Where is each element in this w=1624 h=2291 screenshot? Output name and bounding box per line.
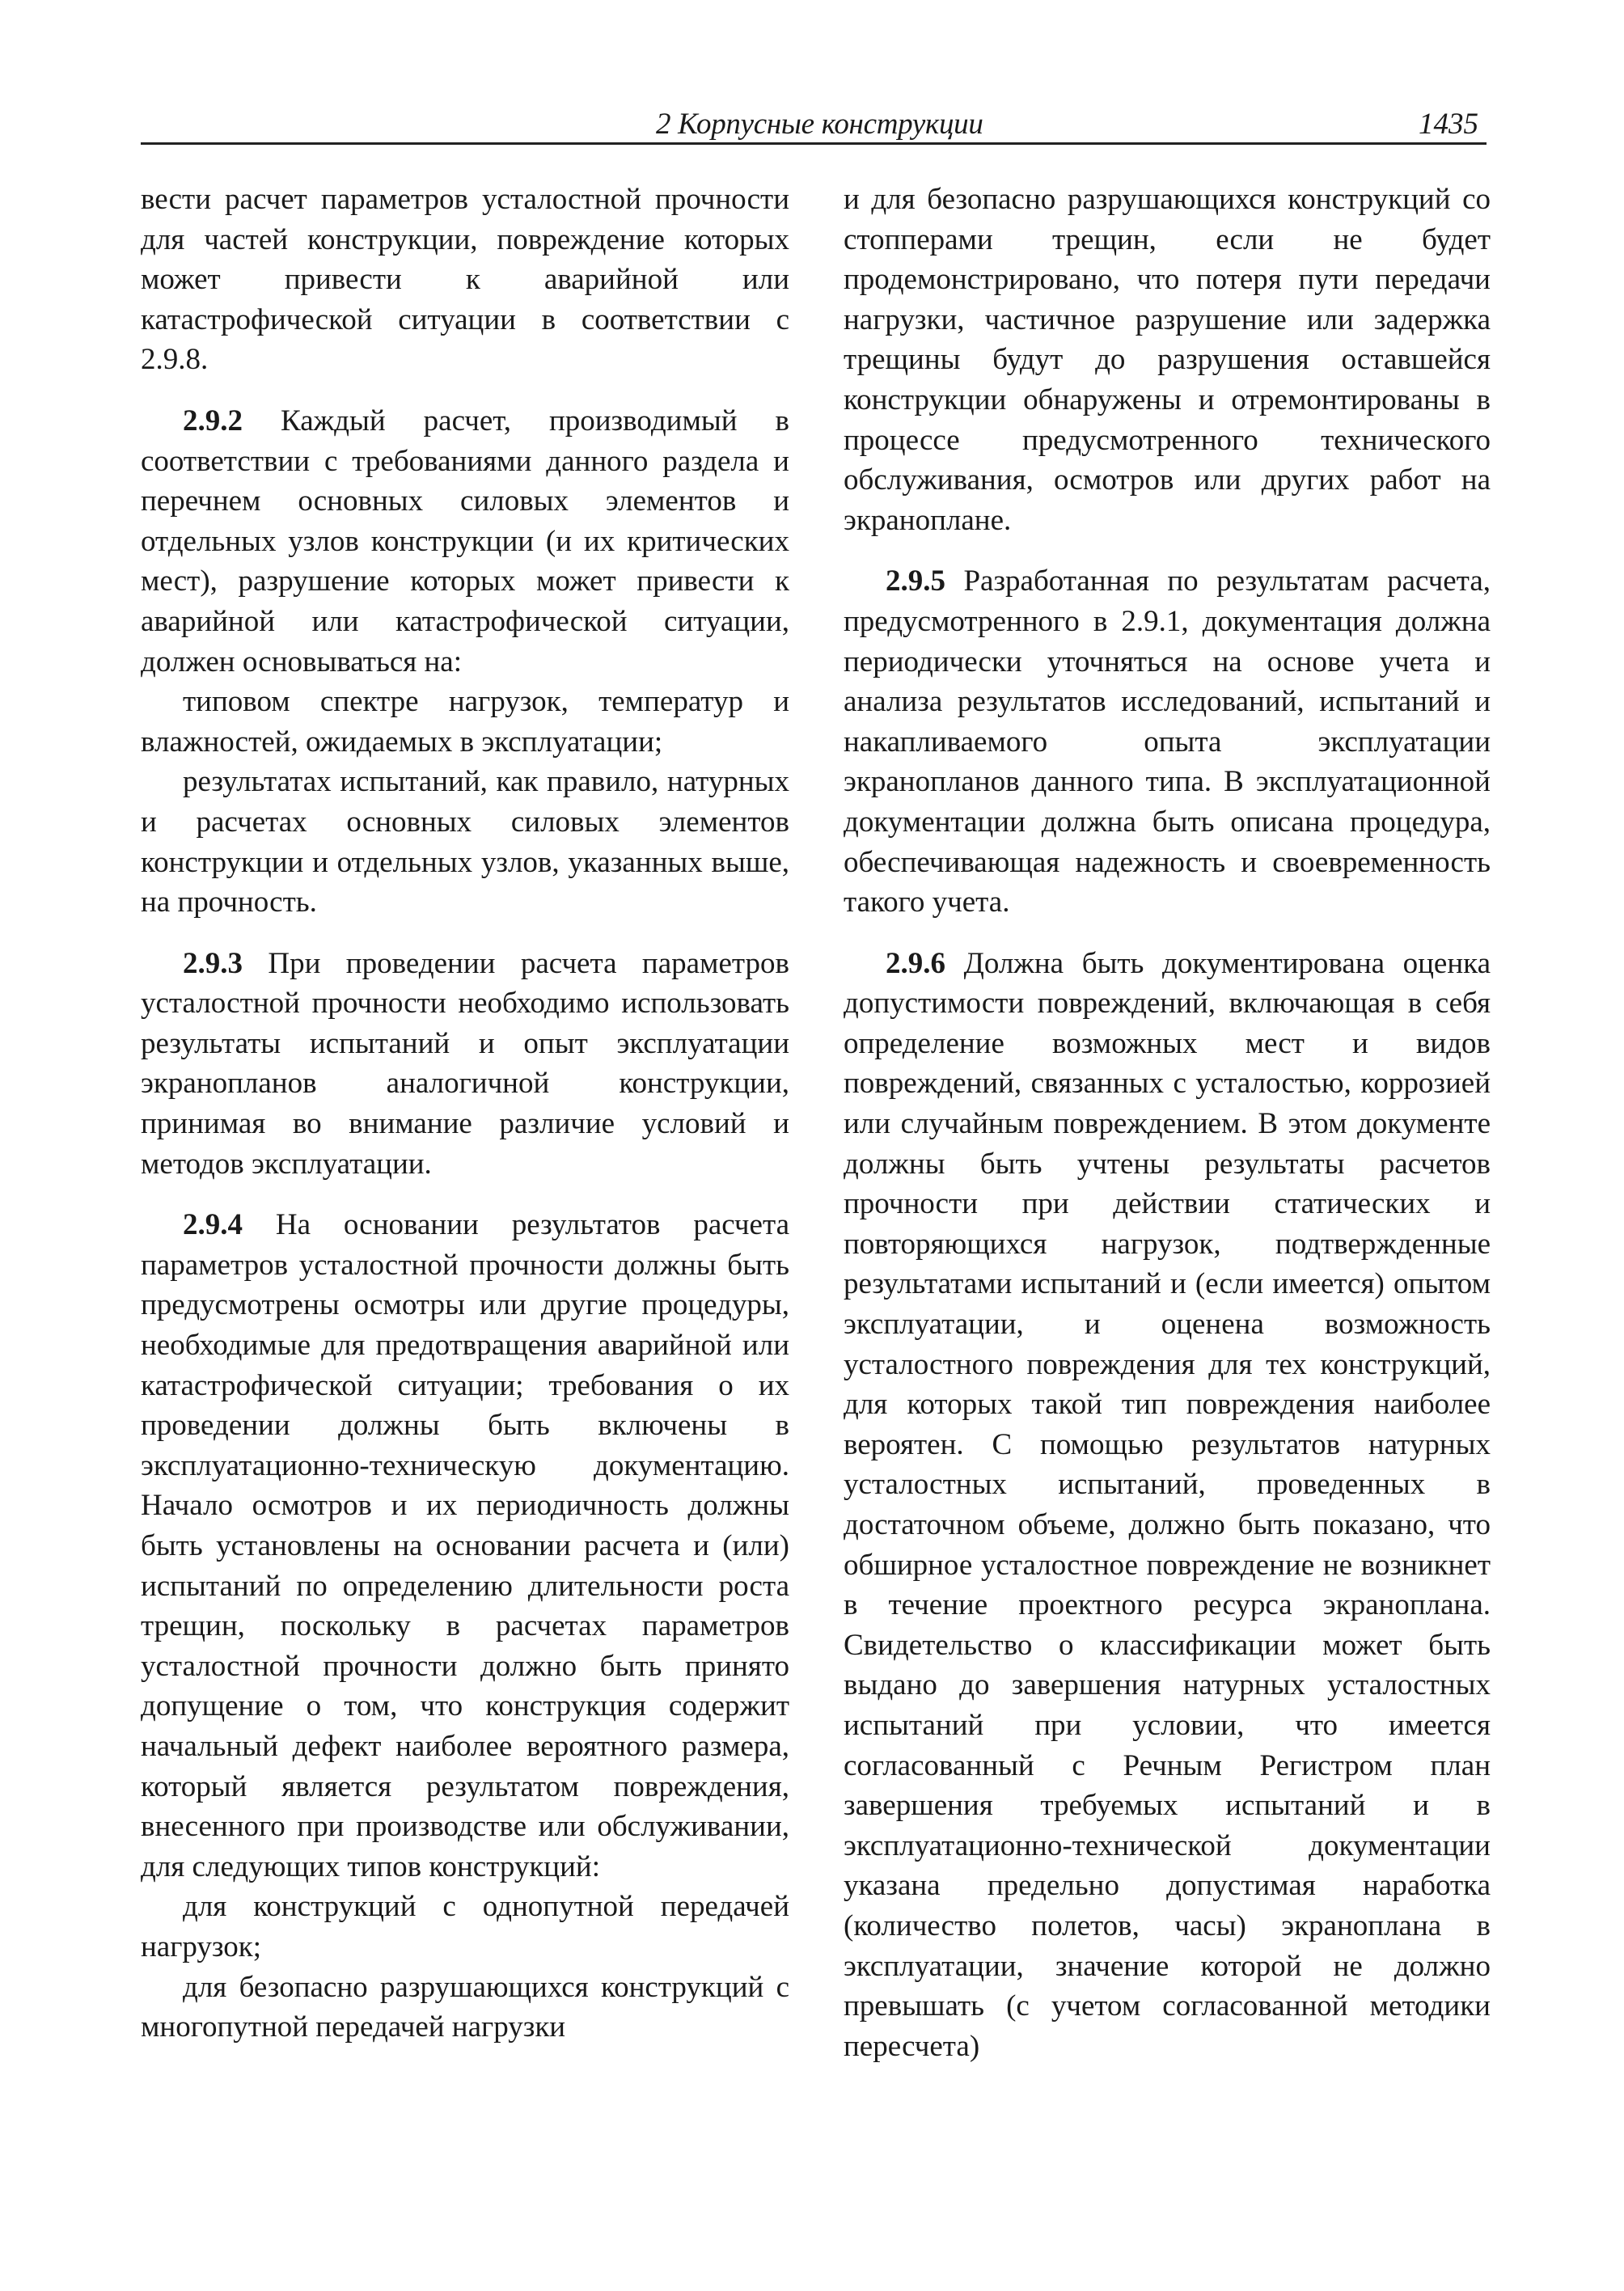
clause-text: При проведении расчета параметров усталостной прочности необходимо использовать результаты испытаний и опыт эксплуатации экранопланов аналогичной конструкции, принимая во внимание различие условий и методов эксплуатации.: [141, 946, 789, 1181]
list-item: для безопасно разрушающихся конструкций с многопутной передачей нагрузки: [141, 1970, 789, 2044]
clause-2-9-2: [141, 401, 789, 682]
clause-number: 2.9.2: [183, 404, 243, 437]
clause-text: На основании результатов расчета параметров усталостной прочности должны быть предусмотрены осмотры или другие процедуры, необходимые для предотвращения аварийной или катастрофической ситуации; требования о их проведении должны быть включены в эксплуатационно-техническую документацию. Начало осмотров и их периодичность должны быть установлены на основании расчета и (или) испытаний по определению длительности роста трещин, поскольку в расчетах параметров усталостной прочности должно быть принято допущение о том, что конструкция содержит начальный дефект наиболее вероятного размера, который является результатом повреждения, внесенного при производстве или обслуживании, для следующих типов конструкций:: [141, 1208, 789, 1883]
list-item: для конструкций с однопутной передачей нагрузок;: [141, 1890, 789, 1963]
clause-text: Каждый расчет, производимый в соответствии с требованиями данного раздела и перечнем основных силовых элементов и отдельных узлов конструкции (и их критических мест), разрушение которых может привести к аварийной или катастрофической ситуации, должен основываться на:: [141, 404, 789, 678]
clause-text: Разработанная по результатам расчета, предусмотренного в 2.9.1, документация должна периодически уточняться на основе учета и анализа результатов исследований, испытаний и накапливаемого опыта эксплуатации экранопланов данного типа. В эксплуатационной документации должна быть описана процедура, обеспечивающая надежность и своевременность такого учета.: [844, 564, 1491, 919]
list-item: типовом спектре нагрузок, температур и влажностей, ожидаемых в эксплуатации;: [141, 685, 789, 759]
left-column: [141, 180, 789, 2048]
paragraph-continuation: и для безопасно разрушающихся конструкций со стопперами трещин, если не будет продемонстрировано, что потеря пути передачи нагрузки, частичное разрушение или задержка трещины будут до разрушения оставшейся конструкции обнаружены и отремонтированы в процессе предусмотренного технического обслуживания, осмотров или других работ на экраноплане.: [844, 183, 1491, 537]
clause-number: 2.9.5: [886, 564, 945, 598]
clause-number: 2.9.4: [183, 1208, 243, 1242]
clause-number: 2.9.3: [183, 946, 243, 980]
clause-number: 2.9.6: [886, 946, 945, 980]
clause-2-9-5: [844, 561, 1491, 922]
list-item: результатах испытаний, как правило, натурных и расчетах основных силовых элементов конструкции и отдельных узлов, указанных выше, на прочность.: [141, 765, 789, 919]
clause-text: Должна быть документирована оценка допустимости повреждений, включающая в себя определение возможных мест и видов повреждений, связанных с усталостью, коррозией или случайным повреждением. В этом документе должны быть учтены результаты расчетов прочности при действии статических и повторяющихся нагрузок, подтвержденные результатами испытаний и (если имеется) опытом эксплуатации, и оценена возможность усталостного повреждения для тех конструкций, для которых такой тип повреждения наиболее вероятен. С помощью результатов натурных усталостных испытаний, проведенных в достаточном объеме, должно быть показано, что обширное усталостное повреждение не возникнет в течение проектного ресурса экраноплана. Свидетельство о классификации может быть выдано до завершения натурных усталостных испытаний при условии, что имеется согласованный с Речным Регистром план завершения требуемых испытаний и в эксплуатационно-технической документации указана предельно допустимая наработка (количество полетов, часы) экраноплана в эксплуатации, значение которой не должно превышать (с учетом согласованной методики пересчета): [844, 946, 1491, 2063]
clause-2-9-4: [141, 1205, 789, 1887]
section-title: 2 Корпусные конструкции: [656, 108, 983, 141]
right-column: [844, 180, 1491, 2066]
running-header: [141, 108, 1487, 145]
clause-2-9-6: [844, 944, 1491, 2067]
paragraph-continuation: вести расчет параметров усталостной прочности для частей конструкции, повреждение которых может привести к аварийной или катастрофической ситуации в соответствии с 2.9.8.: [141, 183, 789, 377]
clause-2-9-3: [141, 944, 789, 1185]
page-number: 1435: [1419, 108, 1478, 141]
